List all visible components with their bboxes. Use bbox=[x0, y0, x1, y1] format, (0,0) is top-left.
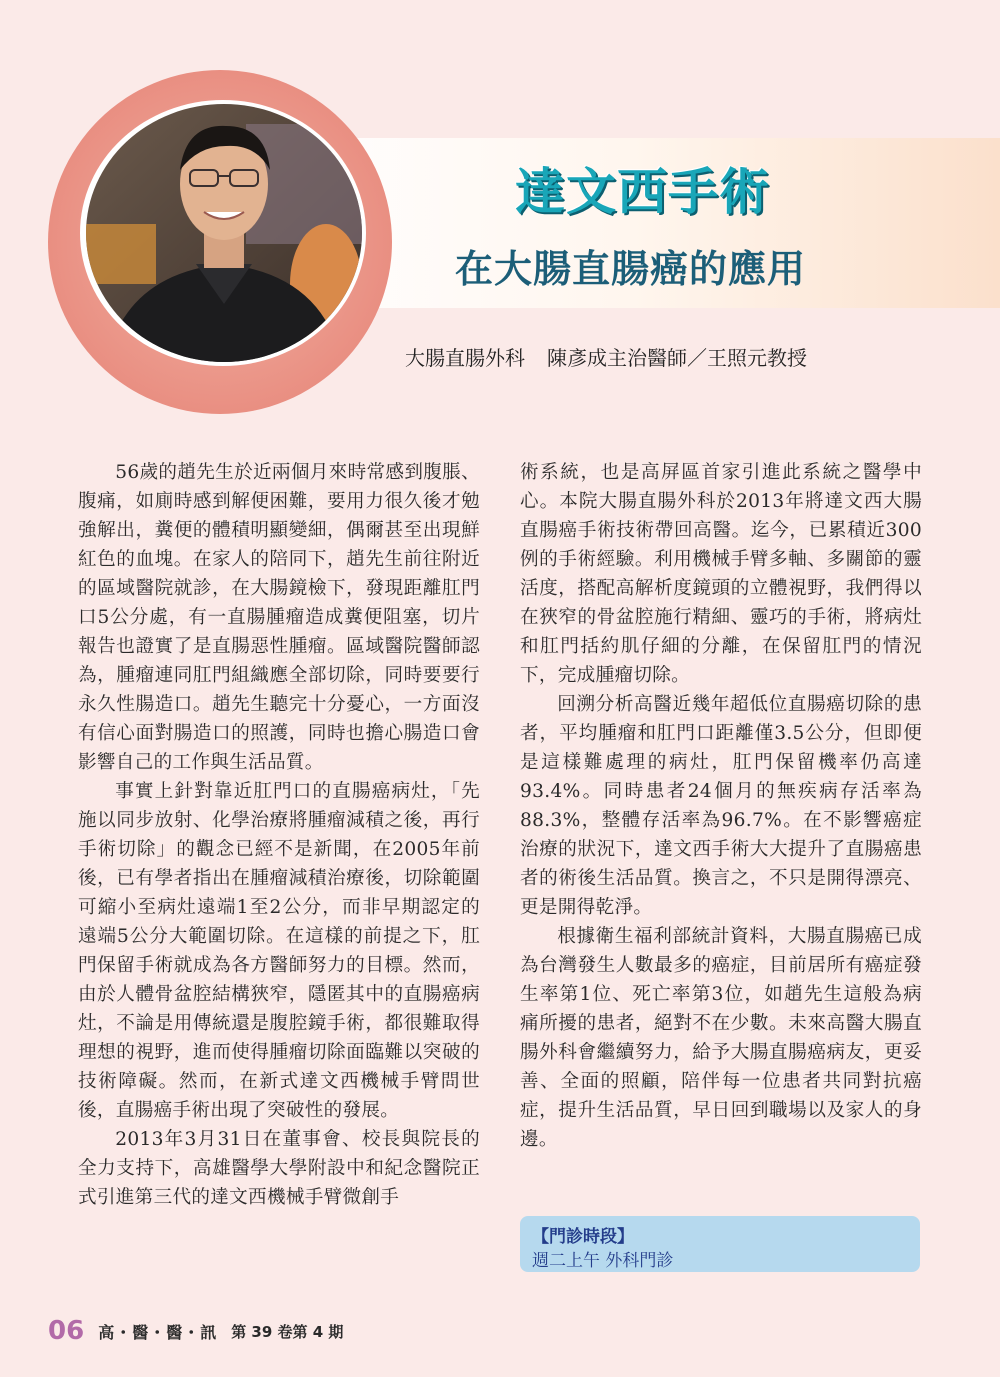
clinic-time: 週二上午 外科門診 bbox=[532, 1251, 674, 1271]
issue-label: 第 39 卷第 4 期 bbox=[231, 1322, 344, 1341]
magazine-name: 高・醫・醫・訊 bbox=[98, 1322, 218, 1342]
paragraph: 回溯分析高醫近幾年超低位直腸癌切除的患者，平均腫瘤和肛門口距離僅3.5公分，但即便是這樣難處理的病灶，肛門保留機率仍高達93.4%。同時患者24個月的無疾病存活率為88.3%，整體存活率為96.7%。在不影響癌症治療的狀況下，達文西手術大大提升了直腸癌患者的術後生活品質。換言之，不只是開得漂亮、更是開得乾淨。 bbox=[520, 694, 922, 918]
article-title: 達文西手術 bbox=[515, 163, 770, 221]
paragraph: 根據衛生福利部統計資料，大腸直腸癌已成為台灣發生人數最多的癌症，目前居所有癌症發生率第1位、死亡率第3位，如趙先生這般為病痛所擾的患者，絕對不在少數。未來高醫大腸直腸外科會繼續努力，給予大腸直腸癌病友，更妥善、全面的照顧，陪伴每一位患者共同對抗癌症，提升生活品質，早日回到職場以及家人的身邊。 bbox=[520, 926, 922, 1150]
authors: 陳彥成主治醫師／王照元教授 bbox=[547, 346, 807, 370]
doctor-portrait bbox=[86, 104, 362, 362]
paragraph: 56歲的趙先生於近兩個月來時常感到腹脹、腹痛，如廁時感到解便困難，要用力很久後才勉強解出，糞便的體積明顯變細，偶爾甚至出現鮮紅色的血塊。在家人的陪同下，趙先生前往附近的區域醫院就診，在大腸鏡檢下，發現距離肛門口5公分處，有一直腸腫瘤造成糞便阻塞，切片報告也證實了是直腸惡性腫瘤。區域醫院醫師認為，腫瘤連同肛門組織應全部切除，同時要要行永久性腸造口。趙先生聽完十分憂心，一方面沒有信心面對腸造口的照護，同時也擔心腸造口會影響自己的工作與生活品質。 bbox=[78, 462, 480, 773]
byline bbox=[405, 342, 807, 371]
article-subtitle: 在大腸直腸癌的應用 bbox=[455, 247, 807, 291]
department: 大腸直腸外科 bbox=[405, 346, 525, 370]
paragraph: 術系統，也是高屏區首家引進此系統之醫學中心。本院大腸直腸外科於2013年將達文西大腸直腸癌手術技術帶回高醫。迄今，已累積近300例的手術經驗。利用機械手臂多軸、多關節的靈活度，搭配高解析度鏡頭的立體視野，我們得以在狹窄的骨盆腔施行精細、靈巧的手術，將病灶和肛門括約肌仔細的分離，在保留肛門的情況下，完成腫瘤切除。 bbox=[520, 462, 922, 686]
body-column-left bbox=[78, 458, 480, 1212]
page-number: 06 bbox=[48, 1316, 85, 1346]
body-column-right bbox=[520, 458, 922, 1154]
clinic-hours-box bbox=[520, 1216, 920, 1272]
clinic-heading: 【門診時段】 bbox=[532, 1227, 634, 1247]
paragraph: 事實上針對靠近肛門口的直腸癌病灶，「先施以同步放射、化學治療將腫瘤減積之後，再行手術切除」的觀念已經不是新聞，在2005年前後，已有學者指出在腫瘤減積治療後，切除範圍可縮小至病灶遠端1至2公分，而非早期認定的遠端5公分大範圍切除。在這樣的前提之下，肛門保留手術就成為各方醫師努力的目標。然而，由於人體骨盆腔結構狹窄，隱匿其中的直腸癌病灶，不論是用傳統還是腹腔鏡手術，都很難取得理想的視野，進而使得腫瘤切除面臨難以突破的技術障礙。然而，在新式達文西機械手臂問世後，直腸癌手術出現了突破性的發展。 bbox=[78, 781, 480, 1121]
page-footer bbox=[48, 1316, 343, 1346]
paragraph: 2013年3月31日在董事會、校長與院長的全力支持下，高雄醫學大學附設中和紀念醫院正式引進第三代的達文西機械手臂微創手 bbox=[78, 1129, 480, 1208]
